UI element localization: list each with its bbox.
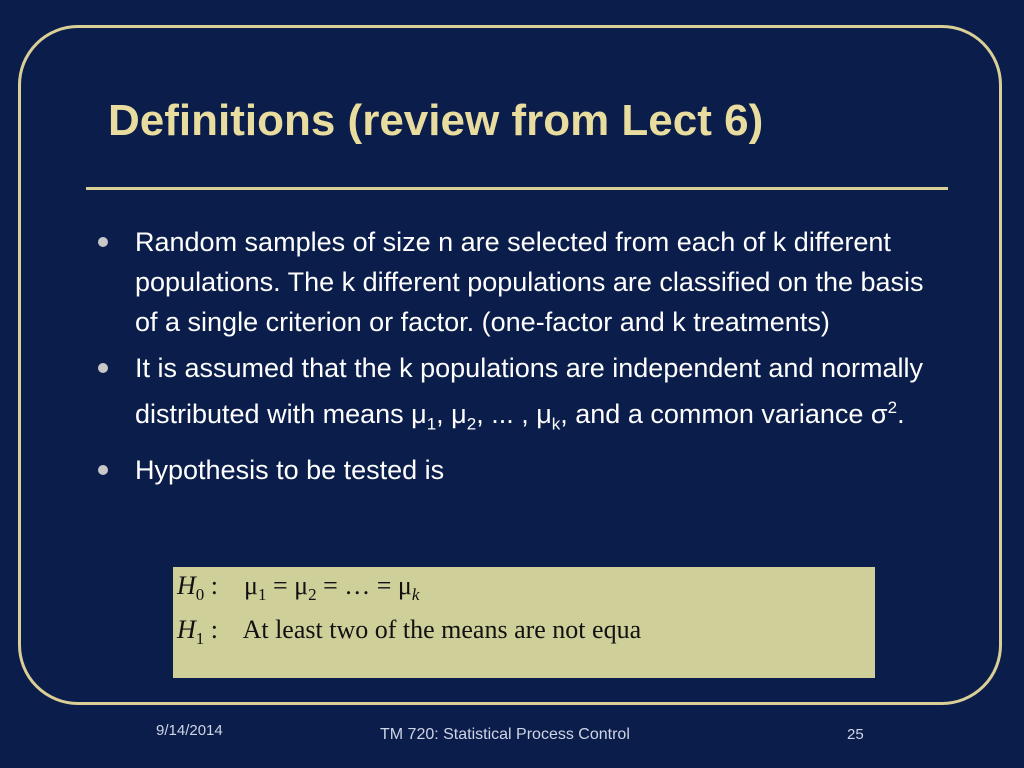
- alternative-hypothesis: [177, 615, 641, 649]
- bullet-text-part: .: [897, 399, 905, 429]
- equals-rest: = … = μ: [316, 571, 412, 600]
- h0-subscript: 0: [195, 585, 205, 605]
- bullet-text-part: , ... , μ: [476, 399, 552, 429]
- title-divider: [86, 187, 948, 190]
- bullet-text-part: It is assumed that the k populations are independent and normally distributed with means μ: [135, 353, 923, 429]
- h1-symbol: H: [177, 615, 196, 644]
- bullet-item: [96, 348, 936, 444]
- subscript: 2: [466, 414, 477, 434]
- mu1-subscript: 1: [257, 585, 267, 605]
- bullet-dot-icon: [98, 465, 108, 475]
- superscript: 2: [887, 398, 898, 417]
- bullet-list: [96, 222, 936, 496]
- bullet-text-part: , μ: [436, 399, 467, 429]
- subscript: k: [551, 414, 561, 434]
- subscript: 1: [426, 414, 437, 434]
- bullet-dot-icon: [98, 363, 108, 373]
- footer-date: 9/14/2014: [156, 722, 223, 739]
- bullet-dot-icon: [98, 237, 108, 247]
- h1-text: At least two of the means are not equa: [242, 615, 642, 644]
- hypothesis-formula-box: [173, 567, 875, 678]
- h0-symbol: H: [177, 571, 196, 600]
- h1-colon: :: [204, 615, 243, 644]
- bullet-text-part: , and a common variance σ: [560, 399, 888, 429]
- slide-title: Definitions (review from Lect 6): [108, 96, 764, 145]
- bullet-item: [96, 222, 936, 342]
- mu-symbol: μ: [244, 571, 258, 600]
- equals-mu: = μ: [266, 571, 309, 600]
- null-hypothesis: [177, 571, 419, 605]
- bullet-text: Hypothesis to be tested is: [135, 455, 445, 486]
- bullet-item: [96, 450, 936, 490]
- mu2-subscript: 2: [308, 585, 317, 605]
- footer-page-number: 25: [847, 726, 864, 743]
- muk-subscript: k: [411, 585, 420, 605]
- footer-course-title: TM 720: Statistical Process Control: [380, 726, 630, 743]
- h0-colon: :: [204, 571, 245, 600]
- bullet-text: Random samples of size n are selected from each of k different populations. The k different populations are classified on the basis of a single criterion or factor. (one-factor and k treatments): [135, 227, 924, 337]
- h1-subscript: 1: [195, 629, 205, 649]
